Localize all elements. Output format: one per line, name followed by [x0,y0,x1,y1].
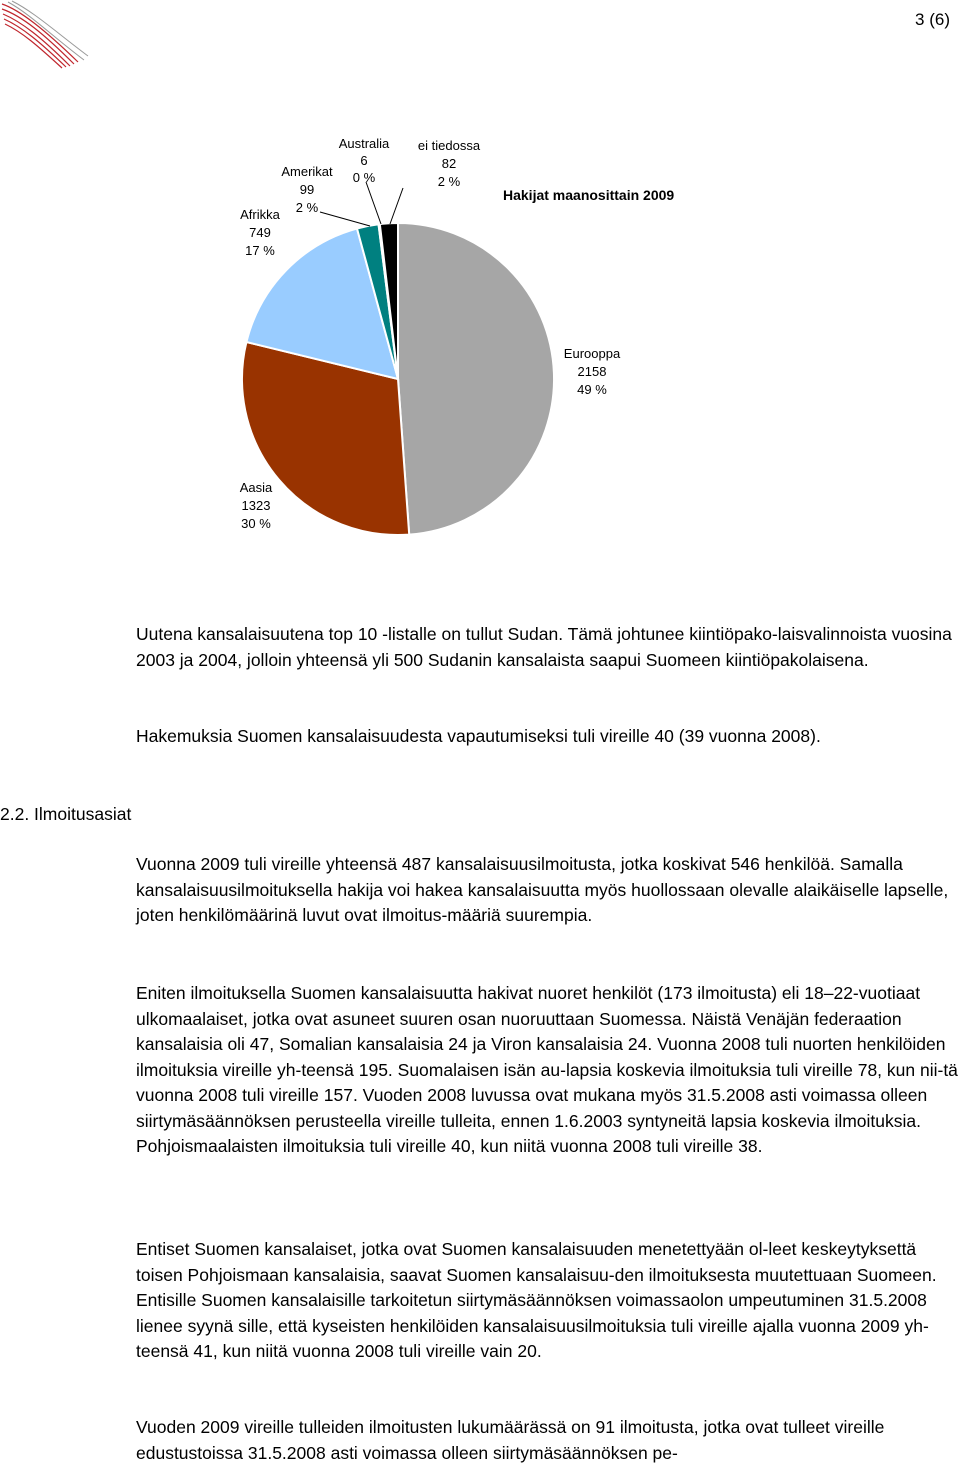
label-amerikat-count: 99 [299,182,315,197]
paragraph-vapautuminen: Hakemuksia Suomen kansalaisuudesta vapautumiseksi tuli vireille 40 (39 vuonna 2008). [136,726,821,746]
label-afrikka-name: Afrikka [240,207,280,222]
label-eurooppa-pct: 49 % [577,382,607,397]
label-ei-tiedossa-count: 82 [441,156,457,171]
label-afrikka-pct: 17 % [245,243,275,258]
pie-chart [0,120,960,550]
paragraph-edustustot: Vuoden 2009 vireille tulleiden ilmoitusten lukumäärässä on 91 ilmoitusta, jotka ovat tulleet vireille edustustoissa 31.5.2008 asti voimassa olleen siirtymäsäännöksen pe- [136,1417,885,1463]
label-eurooppa-count: 2158 [577,364,607,379]
leader-line-amerikat [320,212,370,226]
label-amerikat-name: Amerikat [281,164,333,179]
paragraph-sudan: Uutena kansalaisuutena top 10 -listalle on tullut Sudan. Tämä johtunee kiintiöpako-laisvalinnoista vuosina 2003 ja 2004, jolloin yhteensä yli 500 Sudanin kansalaista saapui Suomeen kiintiöpakolaisena. [136,624,952,670]
label-australia-count: 6 [360,153,368,168]
page-number: 3 (6) [915,10,950,29]
paragraph-nuoret: Eniten ilmoituksella Suomen kansalaisuutta hakivat nuoret henkilöt (173 ilmoitusta) eli 18–22-vuotiaat ulkomaalaiset, jotka ovat asuneet suuren osan nuoruuttaan Suomessa. Näistä Venäjän federaation kansalaisia oli 47, Somalian kansalaisia 24 ja Viron kansalaisia 24. Vuonna 2008 tuli nuorten henkilöiden ilmoituksia vireille yh-teensä 195. Suomalaisen isän au-lapsia koskevia ilmoituksia tuli vireille 78, kun nii-tä vuonna 2008 tuli vireille 157. Vuoden 2008 luvussa ovat mukana myös 31.5.2008 asti voimassa olleen siirtymäsäännöksen perusteella vireille tulleita, ennen 1.6.2003 syntyneitä lapsia koskevia ilmoituksia. Pohjoismaalaisten ilmoituksia tuli vireille 40, kun niitä vuonna 2008 tuli vireille 38. [136,983,958,1156]
paragraph-entiset: Entiset Suomen kansalaiset, jotka ovat Suomen kansalaisuuden menetettyään ol-leet keskeytyksettä toisen Pohjoismaan kansalaisia, saavat Suomen kansalaisuu-den ilmoituksesta muutettuaan Suomeen. Entisille Suomen kansalaisille tarkoitetun siirtymäsäännöksen voimassaolon umpeutuminen 31.5.2008 lienee syynä sille, että kyseisten henkilöiden kansalaisuusilmoituksia tuli vireille ajalla vuonna 2009 yh-teensä 41, kun niitä vuonna 2008 tuli vireille vain 20. [136,1239,937,1361]
label-australia-name: Australia [338,136,390,151]
label-ei-tiedossa-pct: 2 % [437,174,461,189]
section-heading: 2.2. Ilmoitusasiat [0,804,132,824]
label-eurooppa-name: Eurooppa [563,346,621,361]
label-australia-pct: 0 % [352,170,376,185]
pie-slice-eurooppa [398,223,554,535]
label-afrikka-count: 749 [249,225,271,240]
paragraph-ilmoitukset: Vuonna 2009 tuli vireille yhteensä 487 kansalaisuusilmoitusta, jotka koskivat 546 henkilöä. Samalla kansalaisuusilmoituksella hakija voi hakea kansalaisuutta myös huollossaan olevalle alaikäiselle lapselle, joten henkilömäärinä luvut ovat ilmoitus-määriä suurempia. [136,854,949,925]
chart-title: Hakijat maanosittain 2009 [503,187,675,203]
label-aasia-pct: 30 % [241,516,271,531]
logo-icon [0,0,90,70]
label-aasia-count: 1323 [241,498,271,513]
label-ei-tiedossa-name: ei tiedossa [417,138,481,153]
leader-line-australia [366,182,381,224]
label-aasia-name: Aasia [239,480,273,495]
label-amerikat-pct: 2 % [295,200,319,215]
leader-line-ei-tiedossa [390,188,403,224]
